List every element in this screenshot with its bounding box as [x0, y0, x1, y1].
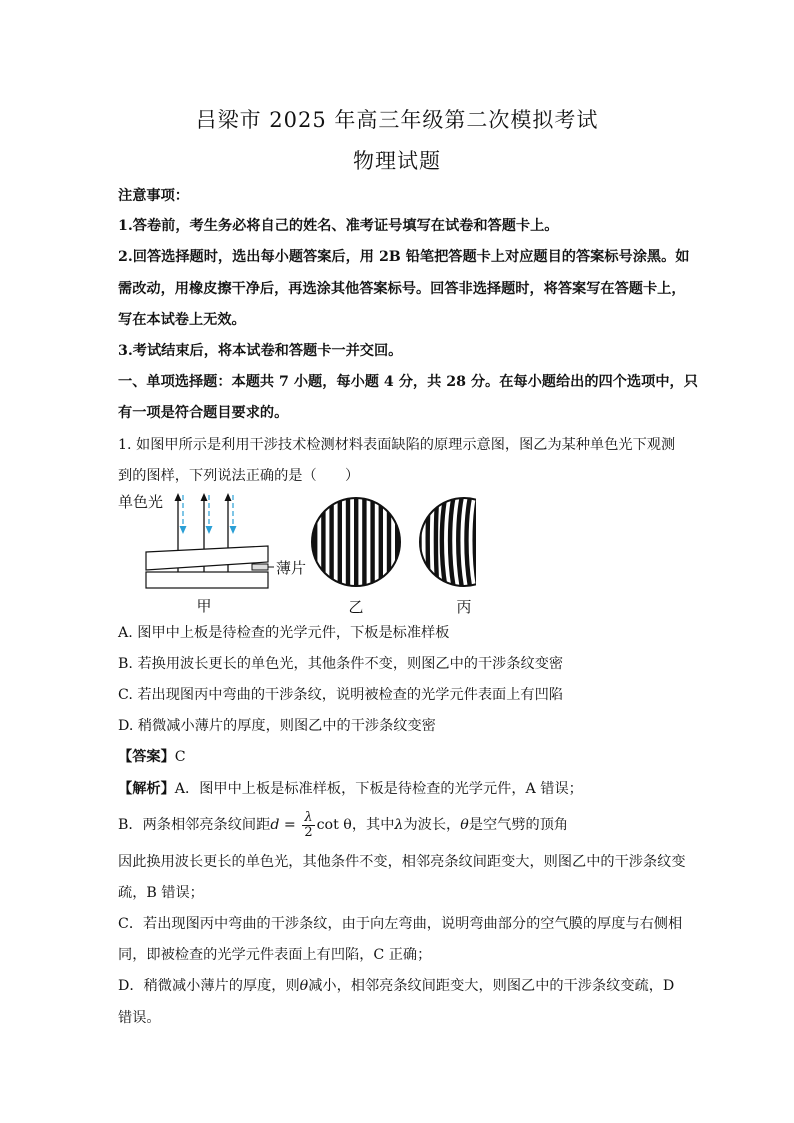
analysis-b-mid2: 为波长，	[403, 817, 461, 833]
notice-heading: 注意事项：	[118, 188, 189, 204]
curved-fringe-pattern	[420, 496, 477, 588]
answer-tag: 【答案】	[118, 749, 175, 765]
ray-down-2-arrow	[206, 526, 213, 534]
formula-d: d	[270, 817, 280, 833]
analysis-a: A．图甲中上板是标准样板，下板是待检查的光学元件，A 错误；	[174, 781, 583, 797]
formula-denominator: 2	[304, 824, 313, 840]
symbol-theta: θ	[460, 817, 469, 833]
analysis-d-line-2: 错误。	[118, 1010, 161, 1026]
analysis-b-mid: ，其中	[351, 817, 395, 833]
formula-numerator: λ	[302, 811, 314, 826]
analysis-b2-line-2: 疏，B 错误；	[118, 885, 204, 901]
ray-down-1-arrow	[180, 526, 187, 534]
formula-equals: =	[279, 817, 301, 833]
analysis-a-line	[118, 779, 698, 799]
exam-title: 吕梁市 2025 年高三年级第二次模拟考试	[195, 108, 599, 132]
notice-item-3: 3.考试结束后，将本试卷和答题卡一并交回。	[118, 343, 403, 359]
straight-fringe	[387, 496, 391, 588]
analysis-d-line-1	[118, 976, 698, 996]
option-c: C. 若出现图丙中弯曲的干涉条纹，说明被检查的光学元件表面上有凹陷	[118, 687, 563, 703]
notice-item-1: 1.答卷前，考生务必将自己的姓名、准考证号填写在试卷和答题卡上。	[118, 218, 559, 234]
upper-plate	[146, 546, 268, 570]
formula-cot: cot θ	[316, 817, 352, 833]
straight-fringe	[346, 496, 350, 588]
analysis-c-line-1: C．若出现图丙中弯曲的干涉条纹，由于向左弯曲，说明弯曲部分的空气膜的厚度与右侧相	[118, 916, 683, 932]
option-b: B. 若换用波长更长的单色光，其他条件不变，则图乙中的干涉条纹变密	[118, 656, 564, 672]
analysis-d-post: 减小，相邻亮条纹间距变大，则图乙中的干涉条纹变疏，D	[308, 978, 675, 994]
analysis-c-line-2: 同，即被检查的光学元件表面上有凹陷，C 正确；	[118, 947, 432, 963]
analysis-b2-line-1: 因此换用波长更长的单色光，其他条件不变，相邻亮条纹间距变大，则图乙中的干涉条纹变	[118, 854, 686, 870]
analysis-tag: 【解析】	[118, 781, 175, 797]
ray-up-1-arrow	[175, 493, 182, 501]
figure-label-jia: 甲	[196, 597, 212, 615]
question-1-figure	[116, 490, 476, 618]
section-1-heading-line-1: 一、单项选择题：本题共 7 小题，每小题 4 分，共 28 分。在每小题给出的四个选项中，只	[118, 374, 698, 390]
straight-fringe	[370, 496, 374, 588]
straight-fringe	[395, 496, 399, 588]
notice-item-2-line-1: 2.回答选择题时，选出每小题答案后，用 2B 铅笔把答题卡上对应题目的答案标号涂黑。如	[118, 249, 690, 265]
figure-label-bing: 丙	[456, 598, 472, 616]
answer-value: C	[174, 749, 186, 765]
curved-fringe	[436, 496, 438, 588]
thin-sheet-label: 薄片	[276, 559, 307, 577]
straight-fringe	[362, 496, 366, 588]
straight-fringe	[313, 496, 317, 588]
analysis-d-pre: D．稍微减小薄片的厚度，则	[118, 978, 300, 994]
notice-item-2-line-3: 写在本试卷上无效。	[118, 312, 246, 328]
analysis-b-line	[118, 810, 698, 840]
notice-item-2-line-2: 需改动，用橡皮擦干净后，再选涂其他答案标号。回答非选择题时，将答案写在答题卡上，	[118, 281, 686, 297]
formula-fraction	[302, 811, 314, 840]
lower-plate	[146, 572, 268, 588]
subject-title: 物理试题	[353, 149, 441, 173]
question-1-stem-line-2: 到的图样，下列说法正确的是（ ）	[118, 468, 360, 484]
analysis-b-post: 是空气劈的顶角	[468, 817, 569, 833]
option-a: A. 图甲中上板是待检查的光学元件，下板是标准样板	[118, 625, 450, 641]
curved-fringe	[475, 496, 476, 588]
option-d: D. 稍微减小薄片的厚度，则图乙中的干涉条纹变密	[118, 718, 436, 734]
straight-fringe	[379, 496, 383, 588]
symbol-theta-d: θ	[299, 978, 309, 994]
ray-up-2-arrow	[201, 493, 208, 501]
section-1-heading-line-2: 有一项是符合题目要求的。	[118, 405, 289, 421]
straight-fringe	[329, 496, 333, 588]
ray-down-3-arrow	[230, 526, 237, 534]
straight-fringe	[354, 496, 358, 588]
answer-line	[118, 747, 698, 767]
light-label: 单色光	[118, 493, 164, 511]
symbol-lambda: λ	[394, 817, 404, 833]
straight-fringe	[338, 496, 342, 588]
ray-up-3-arrow	[225, 493, 232, 501]
thin-sheet	[252, 564, 268, 570]
curved-fringe	[428, 496, 430, 588]
figure-label-yi: 乙	[348, 598, 364, 616]
question-1-stem-line-1: 1. 如图甲所示是利用干涉技术检测材料表面缺陷的原理示意图，图乙为某种单色光下观测	[118, 437, 676, 453]
analysis-b-pre: B．两条相邻亮条纹间距	[118, 817, 271, 833]
